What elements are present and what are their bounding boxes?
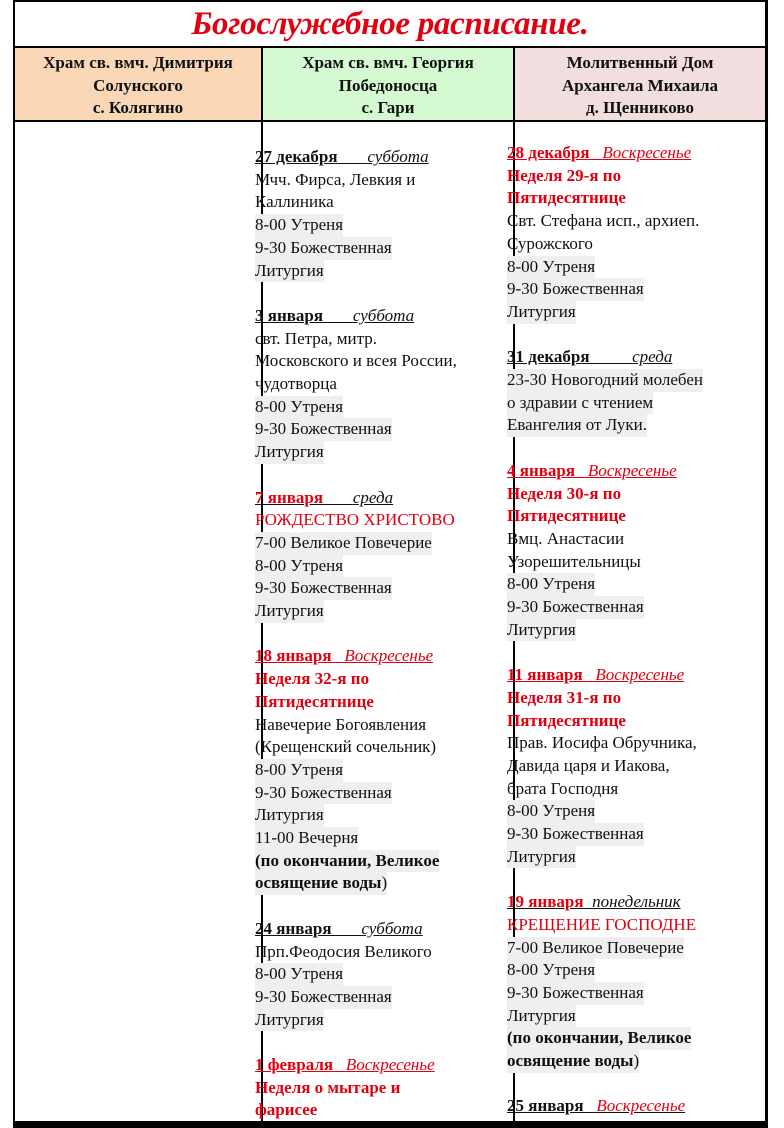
service-line [255, 418, 499, 441]
schedule-entry [255, 1054, 499, 1122]
date-gap [590, 143, 603, 162]
service-text: 9-30 Божественная [507, 823, 644, 846]
date-text: 7 января [255, 487, 324, 507]
service-line [255, 759, 499, 782]
note-text: освящение воды [507, 1050, 633, 1073]
service-line [255, 782, 499, 805]
service-text: 8-00 Утреня [507, 800, 595, 823]
service-text: 8-00 Утреня [507, 959, 595, 982]
header-line: Храм св. вмч. Димитрия [43, 53, 233, 72]
date-line [255, 918, 499, 941]
weekday-text: суббота [367, 147, 429, 166]
date-line [507, 460, 753, 483]
date-line [255, 146, 499, 169]
schedule-entry [507, 1095, 753, 1118]
service-text: Евангелия от Луки. [507, 414, 647, 437]
service-line [255, 441, 499, 464]
sunday-week: Пятидесятнице [507, 710, 626, 730]
feast-name: РОЖДЕСТВО ХРИСТОВО [255, 510, 455, 530]
service-text: 9-30 Божественная [255, 418, 392, 441]
date-heading [507, 142, 691, 165]
header-line: с. Гари [361, 98, 415, 117]
sunday-week: Пятидесятнице [507, 188, 626, 208]
service-line [255, 555, 499, 578]
sunday-week: Неделя 32-я по [255, 669, 370, 689]
header-line: Победоносца [338, 75, 438, 95]
service-line [507, 1005, 753, 1028]
service-line [507, 256, 753, 279]
page-title: Богослужебное расписание. [191, 6, 589, 42]
sunday-week: Пятидесятнице [507, 506, 626, 526]
service-text: 11-00 Вечерня [255, 827, 358, 850]
saint-commemoration: (Крещенский сочельник) [255, 737, 437, 757]
weekday-text: среда [632, 347, 673, 367]
table-bottom-border [13, 1121, 768, 1128]
service-text: 9-30 Божественная [255, 986, 392, 1009]
column-shchennikovo-schedule [507, 122, 753, 1124]
header-gari [261, 48, 513, 122]
column-gari-schedule [255, 122, 499, 1124]
date-text: 24 января [255, 918, 332, 938]
date-line [255, 305, 499, 328]
service-note [255, 850, 499, 873]
date-text: 19 января [507, 892, 584, 912]
date-heading [507, 1095, 685, 1118]
schedule-entry [255, 305, 499, 464]
schedule-entry [507, 891, 753, 1073]
saint-commemoration: Московского и всея России, [255, 351, 457, 371]
header-line: с. Колягино [92, 98, 184, 117]
service-text: 7-00 Великое Повечерие [507, 937, 684, 960]
service-line [507, 573, 753, 596]
saint-commemoration: чудотворца [255, 374, 337, 394]
date-heading [507, 460, 677, 483]
date-heading [255, 645, 433, 668]
schedule-entry [255, 487, 499, 623]
schedule-entry [255, 918, 499, 1032]
date-heading [507, 346, 672, 369]
schedule-entry [507, 346, 753, 437]
sunday-week: Пятидесятнице [255, 691, 374, 711]
note-text: (по окончании, Великое [507, 1027, 691, 1050]
sunday-week: Неделя 29-я по [507, 165, 622, 185]
service-line [507, 800, 753, 823]
note-text: (по окончании, Великое [255, 850, 439, 873]
header-line: Храм св. вмч. Георгия [302, 53, 474, 72]
weekday-text: суббота [352, 305, 415, 325]
weekday-text: суббота [361, 918, 423, 938]
date-heading [507, 891, 681, 914]
date-gap [575, 461, 588, 480]
date-text: 3 января [255, 305, 324, 325]
date-gap [323, 488, 353, 507]
header-line: Солунского [93, 75, 183, 95]
service-text: 8-00 Утреня [507, 256, 595, 279]
date-heading [255, 305, 414, 328]
saint-commemoration: Узорешительницы [507, 551, 641, 571]
sunday-week: Неделя 30-я по [507, 483, 622, 503]
service-text: 9-30 Божественная [507, 596, 644, 619]
saint-commemoration: Каллиника [255, 192, 334, 212]
date-heading [255, 487, 393, 510]
service-text: Литургия [507, 619, 576, 642]
service-line [507, 846, 753, 869]
schedule-entry [255, 645, 499, 895]
service-text: Литургия [255, 1009, 324, 1032]
saint-commemoration: Сурожского [507, 233, 593, 253]
service-note [507, 1050, 753, 1073]
saint-commemoration: Свт. Стефана исп., архиеп. [507, 211, 700, 231]
service-text: 9-30 Божественная [507, 982, 644, 1005]
date-line [255, 1054, 499, 1077]
date-gap [584, 892, 593, 911]
date-gap [584, 1096, 597, 1115]
date-line [255, 487, 499, 510]
date-text: 31 декабря [507, 347, 590, 367]
schedule-entry [255, 146, 499, 282]
service-line [507, 596, 753, 619]
header-line: Молитвенный Дом [566, 53, 714, 72]
weekday-text: понедельник [592, 892, 681, 912]
service-line [255, 532, 499, 555]
weekday-text: среда [352, 487, 394, 507]
service-text: Литургия [507, 1005, 576, 1028]
saint-commemoration: свт. Петра, митр. [255, 328, 378, 348]
weekday-text: Воскресенье [345, 1055, 435, 1075]
service-line [507, 959, 753, 982]
service-note [255, 872, 499, 895]
date-text: 11 января [507, 665, 583, 685]
date-line [507, 891, 753, 914]
service-line [255, 600, 499, 623]
weekday-text: Воскресенье [595, 665, 685, 685]
date-line [507, 346, 753, 369]
service-text: 8-00 Утреня [255, 396, 343, 419]
title-row [15, 0, 765, 48]
date-heading [255, 1054, 435, 1077]
service-line [255, 260, 499, 283]
service-line [255, 986, 499, 1009]
date-gap [332, 919, 362, 938]
service-line [255, 963, 499, 986]
header-line: Архангела Михаила [561, 75, 719, 95]
header-line: д. Щенниково [586, 98, 694, 117]
service-text: Литургия [255, 260, 324, 283]
service-line [507, 301, 753, 324]
service-text: 8-00 Утреня [255, 963, 343, 986]
date-gap [583, 665, 596, 684]
service-line [507, 937, 753, 960]
date-text: 4 января [507, 460, 576, 480]
service-line [507, 278, 753, 301]
service-text: 9-30 Божественная [507, 278, 644, 301]
saint-commemoration: Вмц. Анастасии [507, 528, 625, 548]
service-text: Литургия [255, 441, 324, 464]
service-text: 8-00 Утреня [255, 555, 343, 578]
date-text: 18 января [255, 646, 332, 666]
service-text: 23-30 Новогодний молебен [507, 369, 703, 392]
service-line [507, 392, 753, 415]
weekday-text: Воскресенье [587, 460, 677, 480]
service-line [255, 1009, 499, 1032]
service-text: Литургия [255, 600, 324, 623]
service-text: о здравии с чтением [507, 392, 653, 415]
date-line [507, 142, 753, 165]
service-text: 9-30 Божественная [255, 237, 392, 260]
note-text: освящение воды [255, 872, 381, 895]
service-line [255, 577, 499, 600]
date-gap [323, 306, 353, 325]
service-text: 7-00 Великое Повечерие [255, 532, 432, 555]
service-line [507, 414, 753, 437]
date-text: 25 января [507, 1096, 584, 1116]
weekday-text: Воскресенье [344, 646, 434, 666]
date-line [255, 645, 499, 668]
schedule-entry [507, 142, 753, 324]
service-line [255, 396, 499, 419]
service-line [255, 214, 499, 237]
service-text: Литургия [507, 846, 576, 869]
service-line [255, 237, 499, 260]
service-text: Литургия [255, 804, 324, 827]
date-heading [255, 146, 429, 169]
saint-commemoration: брата Господня [507, 778, 619, 798]
date-gap [338, 147, 368, 166]
date-text: 27 декабря [255, 147, 338, 166]
service-text: Литургия [507, 301, 576, 324]
service-text: 9-30 Божественная [255, 577, 392, 600]
feast-name: КРЕЩЕНИЕ ГОСПОДНЕ [507, 914, 697, 934]
date-gap [333, 1055, 346, 1074]
service-text: 8-00 Утреня [255, 214, 343, 237]
saint-commemoration: Прп.Феодосия Великого [255, 941, 432, 961]
service-text: 8-00 Утреня [255, 759, 343, 782]
weekday-text: Воскресенье [596, 1096, 686, 1116]
header-kolyagino [15, 48, 261, 122]
service-line [507, 823, 753, 846]
service-line [255, 804, 499, 827]
date-heading [255, 918, 423, 941]
service-line [507, 369, 753, 392]
date-text: 28 декабря [507, 143, 590, 162]
service-line [255, 827, 499, 850]
schedule-entry [507, 460, 753, 642]
saint-commemoration: Прав. Иосифа Обручника, [507, 733, 697, 753]
saint-commemoration: Давида царя и Иакова, [507, 755, 670, 775]
sunday-week: фарисее [255, 1100, 318, 1120]
service-line [507, 982, 753, 1005]
saint-commemoration: Навечерие Богоявления [255, 714, 427, 734]
date-gap [590, 347, 633, 366]
sunday-week: Неделя 31-я по [507, 687, 622, 707]
sunday-week: Неделя о мытаре и [255, 1077, 401, 1097]
header-shchennikovo [513, 48, 765, 122]
service-text: 8-00 Утреня [507, 573, 595, 596]
service-line [507, 619, 753, 642]
saint-commemoration: Мчч. Фирса, Левкия и [255, 169, 416, 189]
service-note [507, 1027, 753, 1050]
date-text: 1 февраля [255, 1055, 334, 1075]
note-close: ) [633, 1050, 639, 1073]
weekday-text: Воскресенье [602, 143, 692, 162]
date-heading [507, 664, 684, 687]
schedule-entry [507, 664, 753, 868]
date-gap [332, 646, 345, 665]
date-line [507, 1095, 753, 1118]
date-line [507, 664, 753, 687]
note-close: ) [381, 872, 387, 895]
service-text: 9-30 Божественная [255, 782, 392, 805]
